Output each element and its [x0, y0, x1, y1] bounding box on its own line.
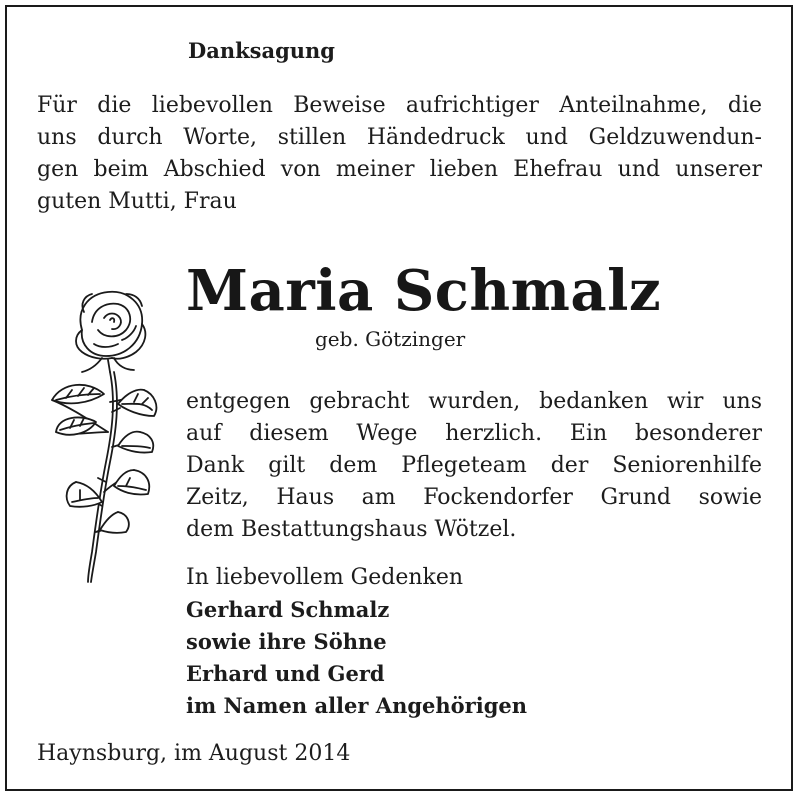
body-paragraph [186, 386, 762, 546]
body-line: entgegen gebracht wurden, bedanken wir uns [186, 389, 762, 414]
signer-line: Erhard und Gerd [186, 661, 385, 686]
intro-line: Für die liebevollen Beweise aufrichtiger Anteilnahme, die [37, 93, 762, 118]
intro-paragraph [37, 90, 762, 218]
body-line: auf diesem Wege herzlich. Ein besonderer [186, 421, 762, 446]
rose-icon [22, 282, 172, 587]
intro-line: uns durch Worte, stillen Händedruck und Geldzuwendun- [37, 125, 762, 150]
signoff-opening: In liebevollem Gedenken [186, 565, 464, 590]
signoff-block [186, 562, 527, 722]
body-line: Dank gilt dem Pflegeteam der Seniorenhilfe [186, 453, 762, 478]
signer-line: sowie ihre Söhne [186, 629, 387, 654]
maiden-name: geb. Götzinger [315, 327, 466, 351]
signer-line: im Namen aller Angehörigen [186, 693, 528, 718]
intro-line: gen beim Abschied von meiner lieben Ehefrau und unserer [37, 157, 762, 182]
body-line: Zeitz, Haus am Fockendorfer Grund sowie [186, 485, 762, 510]
signer-line: Gerhard Schmalz [186, 597, 390, 622]
notice-heading: Danksagung [188, 38, 335, 63]
body-line: dem Bestattungshaus Wötzel. [186, 517, 517, 542]
place-date: Haynsburg, im August 2014 [37, 741, 351, 766]
intro-line: guten Mutti, Frau [37, 189, 237, 214]
deceased-name: Maria Schmalz [186, 258, 662, 324]
